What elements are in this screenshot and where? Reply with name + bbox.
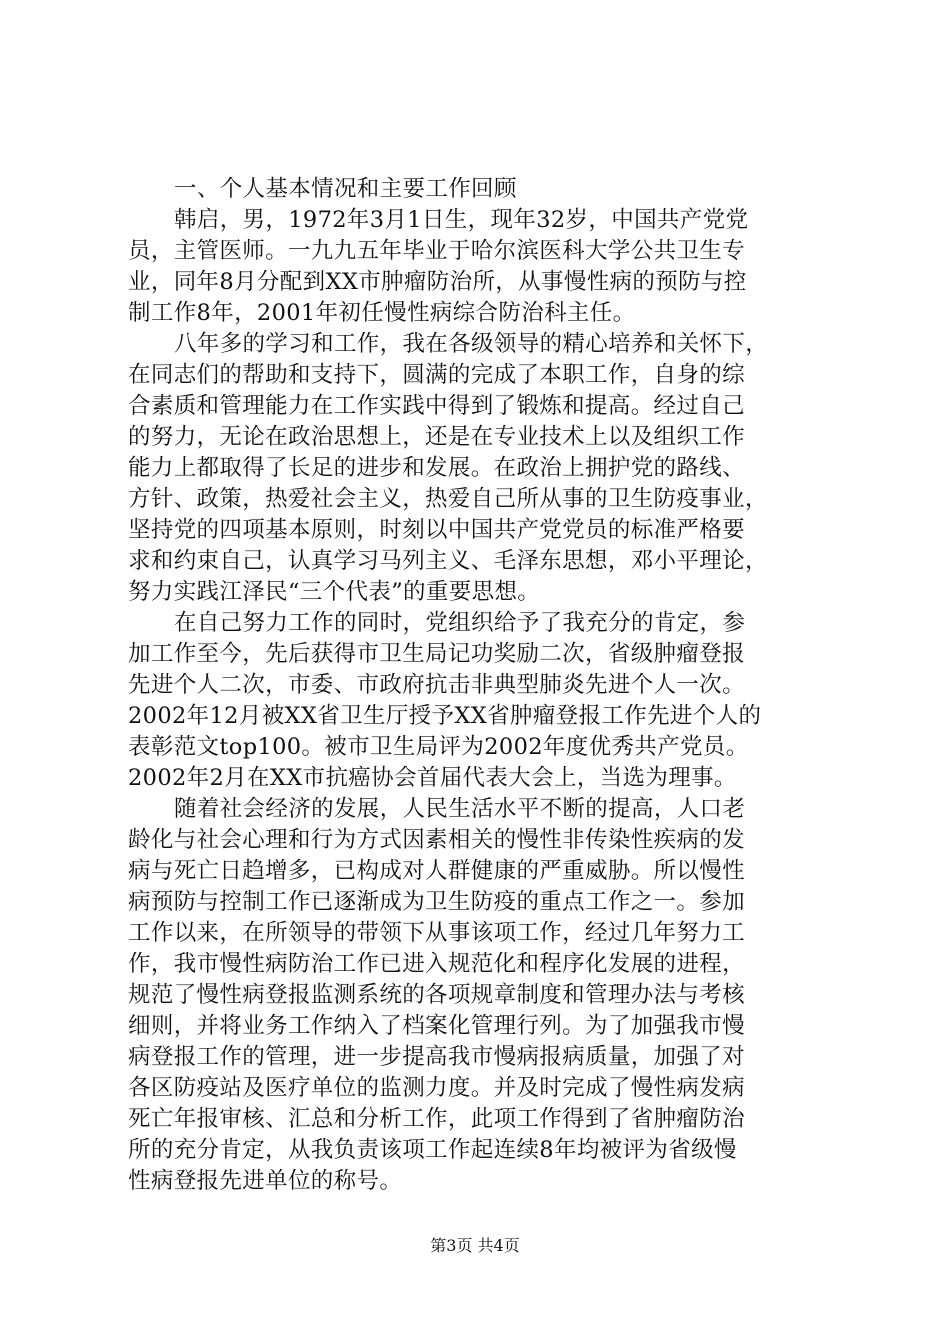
paragraph-line: 在自己努力工作的同时，党组织给予了我充分的肯定，参 [174, 610, 746, 636]
paragraph-line: 求和约束自己，认真学习马列主义、毛泽东思想，邓小平理论， [128, 548, 768, 574]
paragraph-line: 方针、政策，热爱社会主义，热爱自己所从事的卫生防疫事业， [128, 486, 768, 512]
paragraph-line: 规范了慢性病登报监测系统的各项规章制度和管理办法与考核 [128, 982, 745, 1008]
page-footer: 第3页 共4页 [430, 1236, 520, 1255]
paragraph-line: 各区防疫站及医疗单位的监测力度。并及时完成了慢性病发病 [128, 1075, 745, 1101]
paragraph-line: 随着社会经济的发展，人民生活水平不断的提高，人口老 [174, 796, 746, 822]
paragraph-line: 制工作8年，2001年初任慢性病综合防治科主任。 [128, 300, 636, 326]
paragraph-line: 员，主管医师。一九九五年毕业于哈尔滨医科大学公共卫生专 [128, 238, 745, 264]
paragraph-line: 八年多的学习和工作，我在各级领导的精心培养和关怀下， [174, 331, 769, 357]
paragraph-line: 2002年12月被XX省卫生厅授予XX省肿瘤登报工作先进个人的 [128, 703, 762, 729]
paragraph-line: 加工作至今，先后获得市卫生局记功奖励二次，省级肿瘤登报 [128, 641, 745, 667]
paragraph-line: 坚持党的四项基本原则，时刻以中国共产党党员的标准严格要 [128, 517, 745, 543]
paragraph-line: 工作以来，在所领导的带领下从事该项工作，经过几年努力工 [128, 920, 745, 946]
paragraph-line: 韩启，男，1972年3月1日生，现年32岁，中国共产党党 [174, 207, 749, 233]
paragraph-line: 性病登报先进单位的称号。 [128, 1168, 403, 1194]
paragraph-line: 业，同年8月分配到XX市肿瘤防治所，从事慢性病的预防与控 [128, 269, 747, 295]
paragraph-line: 努力实践江泽民“三个代表”的重要思想。 [128, 579, 541, 605]
paragraph-line: 2002年2月在XX市抗癌协会首届代表大会上，当选为理事。 [128, 765, 737, 791]
paragraph-line: 死亡年报审核、汇总和分析工作，此项工作得到了省肿瘤防治 [128, 1106, 745, 1132]
paragraph-line: 作，我市慢性病防治工作已进入规范化和程序化发展的进程， [128, 951, 745, 977]
paragraph-line: 能力上都取得了长足的进步和发展。在政治上拥护党的路线、 [128, 455, 745, 481]
paragraph-line: 所的充分肯定，从我负责该项工作起连续8年均被评为省级慢 [128, 1137, 737, 1163]
paragraph-line: 的努力，无论在政治思想上，还是在专业技术上以及组织工作 [128, 424, 745, 450]
paragraph-line: 病与死亡日趋增多，已构成对人群健康的严重威胁。所以慢性 [128, 858, 745, 884]
paragraph-line: 病登报工作的管理，进一步提高我市慢病报病质量，加强了对 [128, 1044, 745, 1070]
paragraph-line: 合素质和管理能力在工作实践中得到了锻炼和提高。经过自己 [128, 393, 745, 419]
document-body [128, 174, 833, 1197]
paragraph-line: 先进个人二次，市委、市政府抗击非典型肺炎先进个人一次。 [128, 672, 745, 698]
paragraph-line: 龄化与社会心理和行为方式因素相关的慢性非传染性疾病的发 [128, 827, 745, 853]
paragraph-line: 表彰范文top100。被市卫生局评为2002年度优秀共产党员。 [128, 734, 749, 760]
section-heading: 一、个人基本情况和主要工作回顾 [174, 176, 517, 202]
paragraph-line: 细则，并将业务工作纳入了档案化管理行列。为了加强我市慢 [128, 1013, 745, 1039]
paragraph-line: 病预防与控制工作已逐渐成为卫生防疫的重点工作之一。参加 [128, 889, 745, 915]
paragraph-line: 在同志们的帮助和支持下，圆满的完成了本职工作，自身的综 [128, 362, 745, 388]
